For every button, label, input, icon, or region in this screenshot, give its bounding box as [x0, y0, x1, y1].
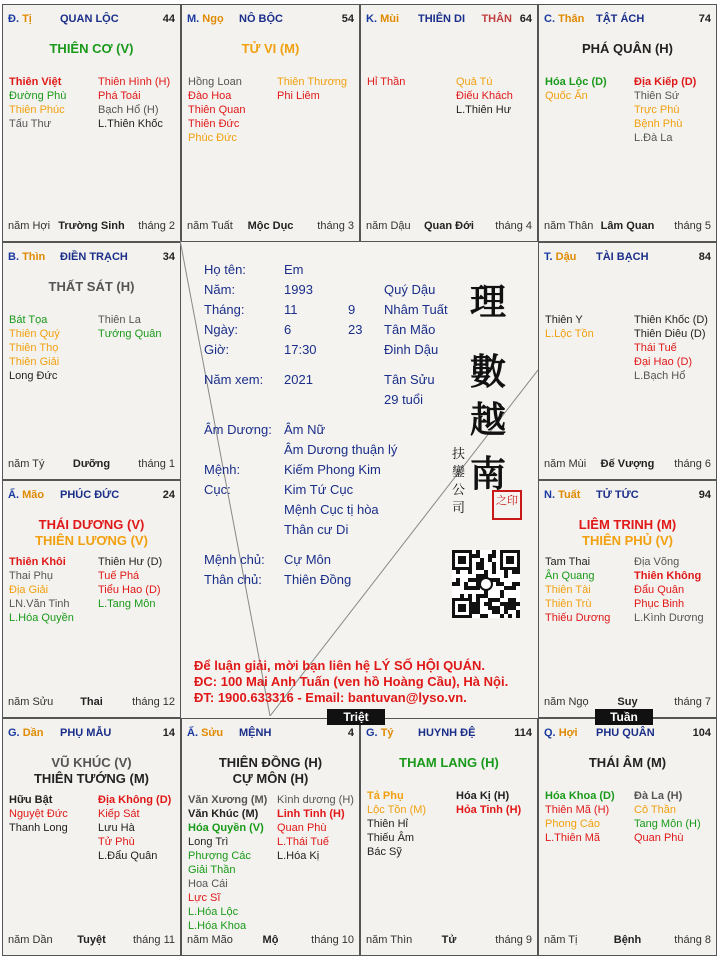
palace-header: [8, 13, 175, 27]
left-star-list: [9, 313, 60, 383]
palace-name: PHU QUÂN: [596, 727, 655, 739]
palace-can: B. Thìn: [8, 251, 46, 263]
palace-month: tháng 7: [674, 696, 711, 708]
star-item: Thai Phụ: [9, 570, 54, 582]
star-item: Long Trì: [188, 836, 229, 848]
palace-can: G. Dần: [8, 727, 44, 739]
palace-stage: Tử: [441, 934, 457, 946]
palace-dau[interactable]: [538, 242, 717, 480]
palace-stage: Suy: [617, 696, 638, 708]
palace-month: tháng 11: [132, 934, 175, 946]
palace-year: năm Tý: [8, 458, 45, 470]
tuan-tag: Tuần: [595, 709, 653, 725]
star-item: Thanh Long: [9, 822, 68, 834]
palace-can: N. Tuất: [544, 489, 581, 501]
right-star-list: [277, 75, 347, 103]
palace-year: năm Ngọ: [544, 696, 589, 708]
star-item: Thiên Y: [545, 314, 583, 326]
star-item: Bệnh Phù: [634, 118, 683, 130]
main-star: LIÊM TRINH (M): [578, 517, 677, 532]
palace-number: 54: [341, 13, 354, 25]
palace-number: 14: [162, 727, 175, 739]
cuc-label: Cục:: [204, 482, 231, 497]
namxem-label: Năm xem:: [204, 372, 264, 387]
palace-month: tháng 9: [495, 934, 532, 946]
palace-footer: [544, 220, 711, 233]
palace-stage: Lâm Quan: [600, 220, 655, 232]
nam-label: Năm:: [204, 282, 236, 297]
palace-can: M. Ngọ: [187, 13, 224, 25]
palace-name: ĐIỀN TRẠCH: [60, 251, 128, 263]
palace-can: K. Mùi: [366, 13, 400, 25]
star-item: Hỉ Thần: [367, 76, 406, 88]
star-item: Phượng Các: [188, 850, 251, 862]
palace-number: 64: [519, 13, 532, 25]
main-star: THIÊN LƯƠNG (V): [35, 533, 148, 548]
right-star-list: [98, 313, 162, 341]
calligraphy-char-3: 越: [470, 399, 507, 441]
palace-footer: [8, 458, 175, 471]
star-item: Lộc Tồn (M): [367, 804, 427, 816]
star-item: Thiên Mã (H): [545, 804, 610, 816]
star-item: Thiên Quý: [9, 328, 60, 340]
palace-year: năm Hợi: [8, 220, 51, 232]
star-item: Trực Phù: [634, 104, 680, 116]
star-item: Tấu Thư: [9, 118, 52, 130]
palace-stage: Trường Sinh: [58, 220, 125, 232]
palace-year: năm Dần: [8, 934, 53, 946]
star-item: Thiên Việt: [9, 76, 62, 88]
star-item: Thiếu Dương: [545, 612, 611, 624]
palace-than[interactable]: [538, 4, 717, 242]
palace-name: MỆNH: [239, 727, 272, 739]
star-item: Đẩu Quân: [634, 584, 685, 596]
palace-month: tháng 4: [495, 220, 532, 232]
star-item: Địa Võng: [634, 556, 680, 568]
palace-ngo[interactable]: [181, 4, 360, 242]
star-item: Thiên Thọ: [9, 342, 59, 354]
star-item: L.Thiên Hư: [456, 104, 512, 116]
right-star-list: [277, 793, 354, 863]
star-item: Phi Liêm: [277, 90, 320, 102]
amduong-label: Âm Dương:: [204, 422, 272, 437]
star-item: Long Đức: [9, 370, 58, 382]
palace-footer: [187, 220, 354, 233]
star-item: Quan Phù: [634, 832, 684, 844]
star-item: Phục Binh: [634, 598, 685, 610]
palace-mao[interactable]: [2, 480, 181, 718]
palace-name: QUAN LỘC: [60, 13, 119, 25]
thanchu-label: Thân chủ:: [204, 572, 262, 587]
star-item: Hữu Bật: [9, 794, 53, 806]
than-marker: THÂN: [481, 13, 512, 25]
ngay-can: Tân Mão: [384, 322, 436, 337]
star-item: Tuế Phá: [98, 570, 140, 582]
star-item: Hoa Cái: [188, 878, 228, 890]
star-item: Thiên Khôi: [9, 556, 66, 568]
star-item: Thiên Đức: [188, 118, 240, 130]
star-item: Quốc Ấn: [545, 90, 588, 102]
palace-stage: Quan Đới: [424, 220, 474, 232]
main-star: VŨ KHÚC (V): [51, 755, 132, 770]
palace-can: T. Dậu: [544, 251, 577, 263]
palace-year: năm Dậu: [366, 220, 411, 232]
nam-value: 1993: [284, 282, 313, 297]
main-star: PHÁ QUÂN (H): [582, 41, 673, 56]
palace-month: tháng 8: [674, 934, 711, 946]
star-item: Thiên Khốc (D): [634, 314, 708, 326]
star-item: L.Thái Tuế: [277, 836, 329, 848]
star-item: Địa Không (D): [98, 794, 172, 806]
thanchu-value: Thiên Đồng: [284, 572, 352, 587]
star-item: Bác Sỹ: [367, 846, 402, 858]
star-item: Quả Tú: [456, 76, 493, 88]
palace-header: [366, 727, 532, 741]
star-item: Phá Toái: [98, 90, 141, 102]
thang-am: 11: [284, 302, 298, 317]
palace-name: TÀI BẠCH: [596, 251, 649, 263]
palace-number: 84: [698, 251, 711, 263]
right-star-list: [98, 75, 170, 131]
cuc-value-2: Mệnh Cục tị hòa: [284, 502, 379, 517]
star-item: Thiên Không: [634, 570, 702, 582]
ngay-duong: 23: [348, 322, 363, 337]
palace-hoi[interactable]: [538, 718, 717, 956]
palace-can: G. Tý: [366, 727, 394, 739]
star-item: Hóa Lộc (D): [545, 76, 607, 88]
main-star: THIÊN PHỦ (V): [582, 533, 673, 548]
palace-mui[interactable]: [360, 4, 538, 242]
main-star: THÁI DƯƠNG (V): [38, 517, 145, 532]
left-star-list: [545, 789, 615, 845]
right-star-list: [634, 313, 708, 383]
star-item: Nguyệt Đức: [9, 808, 68, 820]
palace-month: tháng 3: [317, 220, 354, 232]
palace-year: năm Thìn: [366, 934, 413, 946]
menh-value: Kiếm Phong Kim: [284, 462, 381, 477]
left-star-list: [545, 555, 610, 625]
palace-month: tháng 5: [674, 220, 711, 232]
cuc-value-3: Thân cư Di: [284, 522, 349, 537]
red-seal: 之印: [492, 490, 522, 520]
palace-name: TẬT ÁCH: [596, 13, 645, 25]
calligraphy-char-1: 理: [470, 281, 507, 323]
main-star: THẤT SÁT (H): [48, 279, 135, 294]
palace-number: 34: [162, 251, 175, 263]
palace-stage: Mộ: [262, 934, 279, 946]
ngay-am: 6: [284, 322, 292, 337]
namxem-can: Tân Sửu: [384, 372, 435, 387]
star-item: LN.Văn Tinh: [9, 598, 70, 610]
main-star: TỬ VI (M): [241, 41, 300, 56]
palace-stage: Bệnh: [613, 934, 642, 946]
palace-header: [544, 727, 711, 741]
star-item: Thiên Trù: [545, 598, 592, 610]
palace-number: 104: [692, 727, 711, 739]
palace-can: Q. Hợi: [544, 727, 578, 739]
star-item: L.Đà La: [634, 132, 673, 144]
palace-footer: [366, 934, 532, 947]
right-star-list: [98, 555, 162, 611]
palace-dan[interactable]: [2, 718, 181, 956]
star-item: L.Đẩu Quân: [98, 850, 158, 862]
gio-can: Đinh Dậu: [384, 342, 439, 357]
star-item: Thiên Diêu (D): [634, 328, 706, 340]
star-item: L.Lộc Tồn: [545, 328, 594, 340]
star-item: L.Hóa Kị: [277, 850, 320, 862]
star-item: Thiên Thương: [277, 76, 348, 88]
star-item: Hóa Khoa (D): [545, 790, 615, 802]
left-star-list: [367, 75, 405, 89]
star-item: L.Hóa Lộc: [188, 906, 239, 918]
left-star-list: [367, 789, 426, 859]
palace-footer: [366, 220, 532, 233]
star-item: Phong Cáo: [545, 818, 601, 830]
palace-header: [544, 489, 711, 503]
star-item: Hóa Kị (H): [456, 790, 510, 802]
palace-header: [187, 13, 354, 27]
palace-suu[interactable]: [181, 718, 360, 956]
palace-header: [8, 489, 175, 503]
star-item: Tướng Quân: [98, 328, 162, 340]
small-calligraphy: 扶 鑾 公 司: [452, 447, 466, 516]
palace-number: 94: [698, 489, 711, 501]
palace-number: 114: [514, 727, 532, 739]
palace-thin[interactable]: [2, 242, 181, 480]
center-info-panel: [180, 240, 538, 716]
palace-header: [366, 13, 532, 27]
star-item: Hỏa Tinh (H): [456, 804, 522, 816]
palace-footer: [187, 934, 354, 947]
thang-duong: 9: [348, 302, 356, 317]
palace-name: TỬ TỨC: [596, 489, 639, 501]
palace-footer: [544, 934, 711, 947]
star-item: L.Hóa Khoa: [188, 920, 247, 932]
left-star-list: [9, 555, 74, 625]
star-item: Thiên Hỉ: [367, 818, 408, 830]
star-item: Thiên Hình (H): [98, 76, 171, 88]
star-item: Bạch Hổ (H): [98, 104, 159, 116]
amduong-value-2: Âm Dương thuận lý: [284, 442, 398, 457]
gio-value: 17:30: [284, 342, 317, 357]
star-item: Hồng Loan: [188, 76, 242, 88]
left-star-list: [9, 793, 68, 835]
star-item: Ân Quang: [545, 570, 595, 582]
ho-ten-label: Họ tên:: [204, 262, 246, 277]
palace-can: Ấ. Mão: [8, 489, 45, 501]
right-star-list: [634, 75, 696, 145]
palace-year: năm Sửu: [8, 696, 54, 708]
palace-year: năm Mùi: [544, 458, 587, 470]
palace-year: năm Tuất: [187, 220, 233, 232]
star-item: Đào Hoa: [188, 90, 232, 102]
palace-name: NÔ BỘC: [239, 13, 283, 25]
left-star-list: [545, 313, 594, 341]
ngay-label: Ngày:: [204, 322, 238, 337]
palace-header: [544, 251, 711, 265]
star-item: L.Tang Môn: [98, 598, 156, 610]
right-star-list: [634, 555, 704, 625]
contact-line-2: ĐC: 100 Mai Anh Tuấn (ven hồ Hoàng Cầu), Hà Nội.: [194, 674, 509, 689]
palace-footer: [544, 696, 711, 709]
star-item: L.Bạch Hổ: [634, 370, 686, 382]
palace-number: 24: [162, 489, 175, 501]
palace-number: 74: [698, 13, 711, 25]
left-star-list: [188, 75, 245, 145]
left-star-list: [545, 75, 607, 103]
main-star: THAM LANG (H): [399, 755, 499, 770]
gio-label: Giờ:: [204, 342, 230, 357]
star-item: Thiên Phúc: [9, 104, 65, 116]
palace-ty[interactable]: [360, 718, 538, 956]
star-item: Tiểu Hao (D): [98, 584, 161, 596]
palace-name: PHÚC ĐỨC: [60, 489, 120, 501]
palace-month: tháng 6: [674, 458, 711, 470]
menhchu-label: Mệnh chủ:: [204, 552, 265, 567]
star-item: Văn Xương (M): [188, 794, 268, 806]
palace-number: 44: [162, 13, 175, 25]
palace-tuat[interactable]: [538, 480, 717, 718]
palace-footer: [544, 458, 711, 471]
calligraphy-char-2: 數: [470, 351, 507, 393]
star-item: Tử Phù: [98, 836, 135, 848]
palace-footer: [8, 934, 175, 947]
main-star: CỰ MÔN (H): [232, 771, 309, 786]
palace-header: [8, 727, 175, 741]
star-item: Tam Thai: [545, 556, 591, 568]
palace-stage: Tuyệt: [77, 934, 106, 946]
palace-header: [187, 727, 354, 741]
ho-ten-value: Em: [284, 262, 304, 277]
star-item: L.Thiên Khốc: [98, 118, 163, 130]
star-item: Thiên Giải: [9, 356, 60, 368]
triet-tag: Triệt: [327, 709, 385, 725]
palace-footer: [8, 696, 175, 709]
star-item: Thái Tuế: [634, 342, 677, 354]
star-item: Kiếp Sát: [98, 808, 140, 820]
palace-can: Đ. Tị: [8, 13, 32, 25]
star-item: Kình dương (H): [277, 794, 354, 806]
star-item: Tả Phụ: [367, 790, 404, 802]
star-item: Địa Kiếp (D): [634, 76, 697, 88]
left-star-list: [188, 793, 267, 933]
nam-can: Quý Dậu: [384, 282, 436, 297]
star-item: Thiên Hư (D): [98, 556, 163, 568]
amduong-value: Âm Nữ: [284, 422, 326, 437]
right-star-list: [456, 75, 513, 117]
star-item: Thiên Quan: [188, 104, 246, 116]
qr-code[interactable]: [452, 550, 520, 618]
palace-month: tháng 12: [132, 696, 175, 708]
star-item: Cô Thần: [634, 804, 676, 816]
star-item: Điếu Khách: [456, 90, 513, 102]
cuc-value: Kim Tứ Cục: [284, 482, 354, 497]
palace-number: 4: [347, 727, 354, 739]
main-star: THIÊN TƯỚNG (M): [33, 771, 150, 786]
tuoi: 29 tuổi: [384, 392, 424, 407]
palace-stage: Dưỡng: [72, 458, 111, 470]
palace-name: HUYNH ĐỆ: [418, 727, 476, 739]
thang-can: Nhâm Tuất: [384, 302, 448, 317]
star-item: Lực Sĩ: [188, 892, 221, 904]
palace-month: tháng 1: [138, 458, 175, 470]
namxem-value: 2021: [284, 372, 313, 387]
palace-month: tháng 10: [311, 934, 354, 946]
star-item: Bát Tọa: [9, 314, 48, 326]
palace-header: [8, 251, 175, 265]
palace-year: năm Thân: [544, 220, 594, 232]
star-item: Thiên La: [98, 314, 141, 326]
star-item: Hóa Quyền (V): [188, 822, 264, 834]
star-item: Thiếu Âm: [367, 832, 415, 844]
palace-stage: Đế Vượng: [600, 458, 655, 470]
right-star-list: [634, 789, 701, 845]
star-item: Thiên Tài: [545, 584, 591, 596]
palace-can: C. Thân: [544, 13, 585, 25]
main-star: THIÊN CƠ (V): [49, 41, 134, 56]
palace-footer: [8, 220, 175, 233]
star-item: L.Hóa Quyền: [9, 612, 74, 624]
palace-stage: Mộc Dục: [247, 220, 294, 232]
contact-line-3[interactable]: ĐT: 1900.633316 - Email: bantuvan@lyso.vn.: [194, 690, 467, 705]
palace-can: Ấ. Sửu: [187, 727, 224, 739]
main-star: THÁI ÂM (M): [588, 755, 667, 770]
star-item: Văn Khúc (M): [188, 808, 259, 820]
star-item: L.Kình Dương: [634, 612, 704, 624]
star-item: L.Thiên Mã: [545, 832, 601, 844]
palace-year: năm Mão: [187, 934, 233, 946]
right-star-list: [98, 793, 171, 863]
menhchu-value: Cự Môn: [284, 552, 331, 567]
palace-stage: Thai: [80, 696, 103, 708]
star-item: Tang Môn (H): [634, 818, 701, 830]
star-item: Quan Phù: [277, 822, 327, 834]
left-star-list: [9, 75, 66, 131]
star-item: Linh Tinh (H): [277, 808, 345, 820]
star-item: Đại Hao (D): [634, 356, 693, 368]
palace-name: PHỤ MẪU: [60, 727, 112, 739]
palace-ti[interactable]: [2, 4, 181, 242]
star-item: Phúc Đức: [188, 132, 237, 144]
palace-year: năm Tị: [544, 934, 578, 946]
calligraphy-char-4: 南: [470, 453, 507, 495]
star-item: Thiên Sứ: [634, 90, 680, 102]
star-item: Địa Giải: [9, 584, 49, 596]
contact-line-1: Để luận giải, mời bạn liên hệ LÝ SỐ HỘI QUÁN.: [194, 658, 485, 673]
palace-name: THIÊN DI: [418, 13, 466, 25]
star-item: Giải Thần: [188, 864, 236, 876]
main-star: THIÊN ĐỒNG (H): [218, 755, 323, 770]
star-item: Đà La (H): [634, 790, 683, 802]
palace-header: [544, 13, 711, 27]
star-item: Đường Phù: [9, 90, 67, 102]
palace-month: tháng 2: [138, 220, 175, 232]
thang-label: Tháng:: [204, 302, 245, 317]
menh-label: Mệnh:: [204, 462, 241, 477]
star-item: Lưu Hà: [98, 822, 135, 834]
right-star-list: [456, 789, 521, 817]
